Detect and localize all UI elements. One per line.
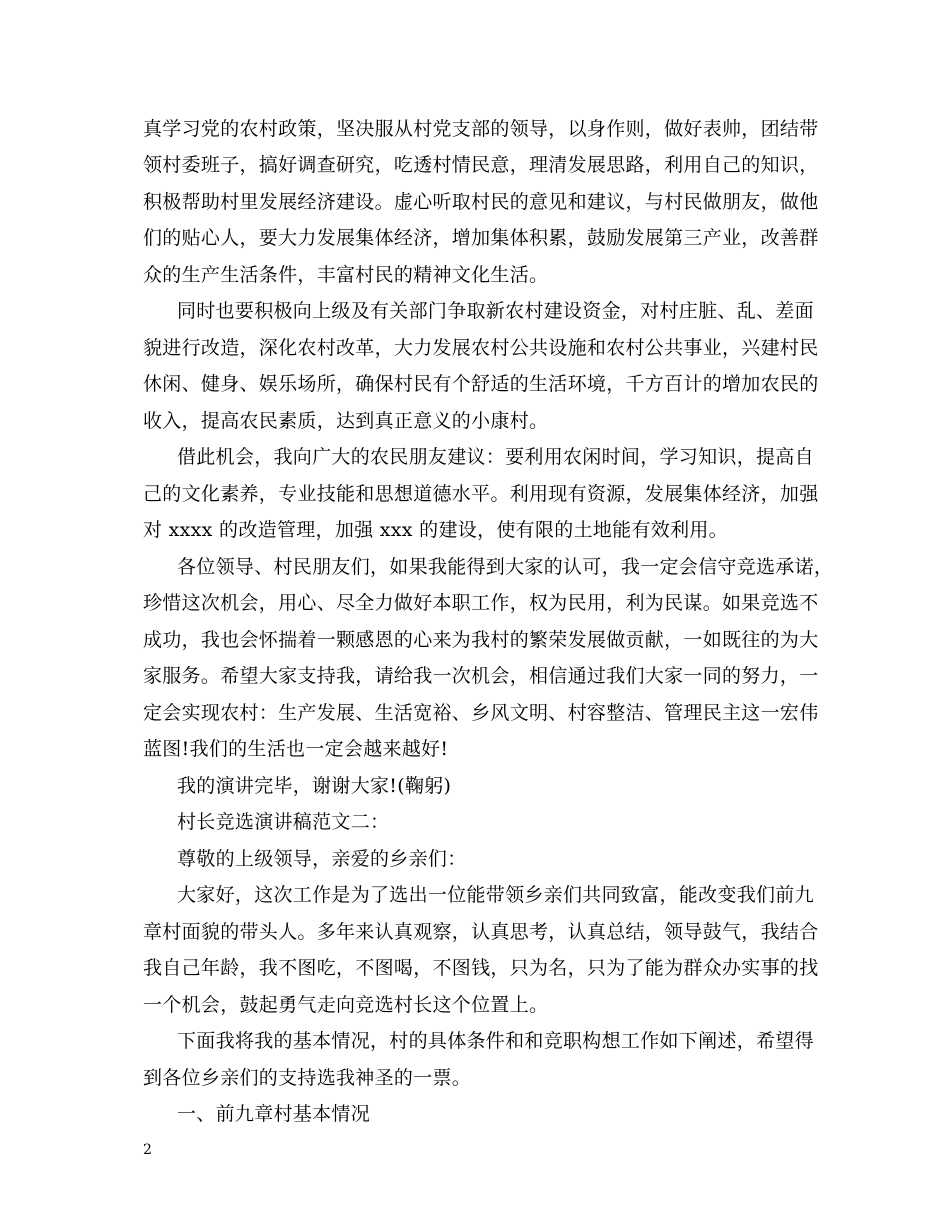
text-line: 成功，我也会怀揣着一颗感恩的心来为我村的繁荣发展做贡献，一如既往的为大 (143, 629, 819, 651)
section-heading: 一、前九章村基本情况 (177, 1103, 371, 1125)
text-line: 众的生产生活条件，丰富村民的精神文化生活。 (143, 264, 549, 286)
text-line: 貌进行改造，深化农村改革，大力发展农村公共设施和农村公共事业，兴建村民 (143, 337, 819, 359)
text-line: 真学习党的农村政策，坚决服从村党支部的领导，以身作则，做好表帅，团结带 (143, 118, 819, 140)
text-line: 家服务。希望大家支持我，请给我一次机会，相信通过我们大家一同的努力，一 (143, 665, 819, 687)
salutation: 尊敬的上级领导，亲爱的乡亲们： (177, 848, 467, 870)
paragraph-first-line: 大家好，这次工作是为了选出一位能带领乡亲们共同致富，能改变我们前九 (177, 884, 814, 906)
text-line: 章村面貌的带头人。多年来认真观察，认真思考，认真总结，领导鼓气，我结合 (143, 921, 819, 943)
paragraph-first-line: 下面我将我的基本情况，村的具体条件和和竞职构想工作如下阐述，希望得 (177, 1030, 814, 1052)
text-line: 休闲、健身、娱乐场所，确保村民有个舒适的生活环境，千方百计的增加农民的 (143, 373, 819, 395)
page-number: 2 (143, 1142, 152, 1158)
text-line: 我自己年龄，我不图吃，不图喝，不图钱，只为名，只为了能为群众办实事的找 (143, 957, 819, 979)
text-line: 定会实现农村：生产发展、生活宽裕、乡风文明、村容整洁、管理民主这一宏伟 (143, 702, 819, 724)
paragraph-first-line: 同时也要积极向上级及有关部门争取新农村建设资金，对村庄脏、乱、差面 (177, 300, 814, 322)
paragraph-first-line: 我的演讲完毕，谢谢大家!(鞠躬) (177, 775, 452, 797)
text-line: 蓝图!我们的生活也一定会越来越好! (143, 738, 449, 760)
text-line: 到各位乡亲们的支持选我神圣的一票。 (143, 1067, 472, 1089)
text-line: 己的文化素养，专业技能和思想道德水平。利用现有资源，发展集体经济，加强 (143, 483, 819, 505)
paragraph-first-line: 各位领导、村民朋友们，如果我能得到大家的认可，我一定会信守竞选承诺， (177, 556, 834, 578)
text-line: 们的贴心人，要大力发展集体经济，增加集体积累，鼓励发展第三产业，改善群 (143, 227, 819, 249)
text-line: 积极帮助村里发展经济建设。虚心听取村民的意见和建议，与村民做朋友，做他 (143, 191, 819, 213)
text-line: 领村委班子，搞好调查研究，吃透村情民意，理清发展思路，利用自己的知识， (143, 154, 819, 176)
text-line: 收入，提高农民素质，达到真正意义的小康村。 (143, 410, 549, 432)
section-heading: 村长竞选演讲稿范文二： (177, 811, 390, 833)
text-line: 一个机会，鼓起勇气走向竞选村长这个位置上。 (143, 994, 549, 1016)
text-line: 珍惜这次机会，用心、尽全力做好本职工作，权为民用，利为民谋。如果竞选不 (143, 592, 819, 614)
paragraph-first-line: 借此机会，我向广大的农民朋友建议：要利用农闲时间，学习知识，提高自 (177, 446, 814, 468)
text-line: 对 xxxx 的改造管理，加强 xxx 的建设，使有限的土地能有效利用。 (143, 519, 728, 541)
